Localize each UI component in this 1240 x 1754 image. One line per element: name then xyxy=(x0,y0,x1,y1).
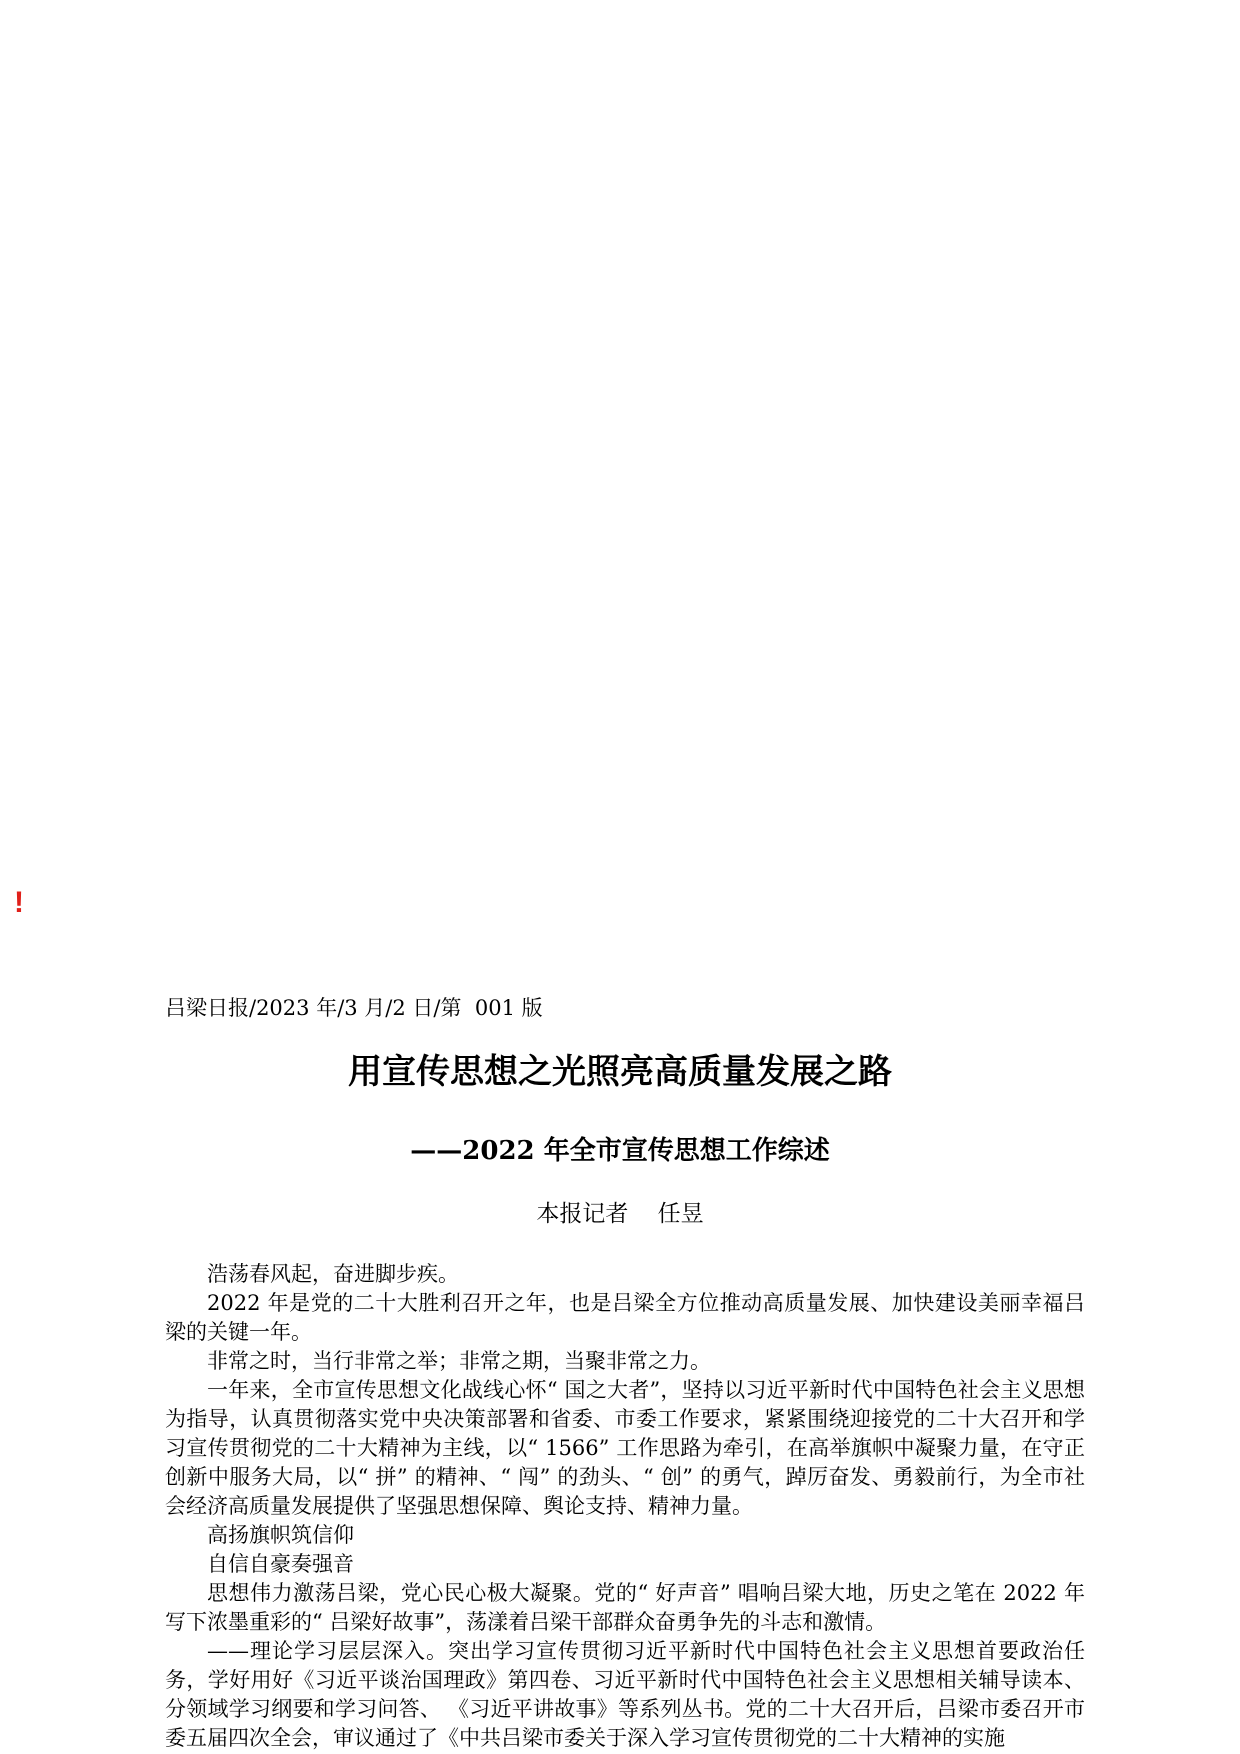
section-heading-line: 自信自豪奏强音 xyxy=(207,1552,354,1576)
paragraph: 浩荡春风起，奋进脚步疾。 xyxy=(207,1262,459,1286)
article-body xyxy=(165,1260,1085,1753)
article-title: 用宣传思想之光照亮高质量发展之路 xyxy=(348,1052,892,1092)
paragraph: 非常之时，当行非常之举；非常之期，当聚非常之力。 xyxy=(207,1349,711,1373)
section-heading-line: 高扬旗帜筑信仰 xyxy=(207,1523,354,1547)
article-subtitle: ——2022 年全市宣传思想工作综述 xyxy=(410,1136,830,1166)
source-line: 吕梁日报/2023 年/3 月/2 日/第 001 版 xyxy=(165,996,543,1020)
byline: 本报记者 任昱 xyxy=(536,1201,704,1227)
red-exclamation-mark: ! xyxy=(14,886,24,919)
paragraph: 一年来，全市宣传思想文化战线心怀“ 国之大者”，坚持以习近平新时代中国特色社会主义思想为指导，认真贯彻落实党中央决策部署和省委、市委工作要求，紧紧围绕迎接党的二十大召开和学习宣传贯彻党的二十大精神为主线，以“ 1566” 工作思路为牵引，在高举旗帜中凝聚力量，在守正创新中服务大局，以“ 拼” 的精神、“ 闯” 的劲头、“ 创” 的勇气，踔厉奋发、勇毅前行，为全市社会经济高质量发展提供了坚强思想保障、舆论支持、精神力量。 xyxy=(165,1378,1085,1518)
paragraph: ——理论学习层层深入。突出学习宣传贯彻习近平新时代中国特色社会主义思想首要政治任务，学好用好《习近平谈治国理政》第四卷、习近平新时代中国特色社会主义思想相关辅导读本、分领域学习纲要和学习问答、 《习近平讲故事》等系列丛书。党的二十大召开后，吕梁市委召开市委五届四次全会，审议通过了《中共吕梁市委关于深入学习宣传贯彻党的二十大精神的实施 xyxy=(165,1639,1085,1750)
paragraph: 思想伟力激荡吕梁，党心民心极大凝聚。党的“ 好声音” 唱响吕梁大地，历史之笔在 2022 年写下浓墨重彩的“ 吕梁好故事”，荡漾着吕梁干部群众奋勇争先的斗志和激情。 xyxy=(165,1581,1085,1634)
paragraph: 2022 年是党的二十大胜利召开之年，也是吕梁全方位推动高质量发展、加快建设美丽幸福吕梁的关键一年。 xyxy=(165,1291,1085,1344)
